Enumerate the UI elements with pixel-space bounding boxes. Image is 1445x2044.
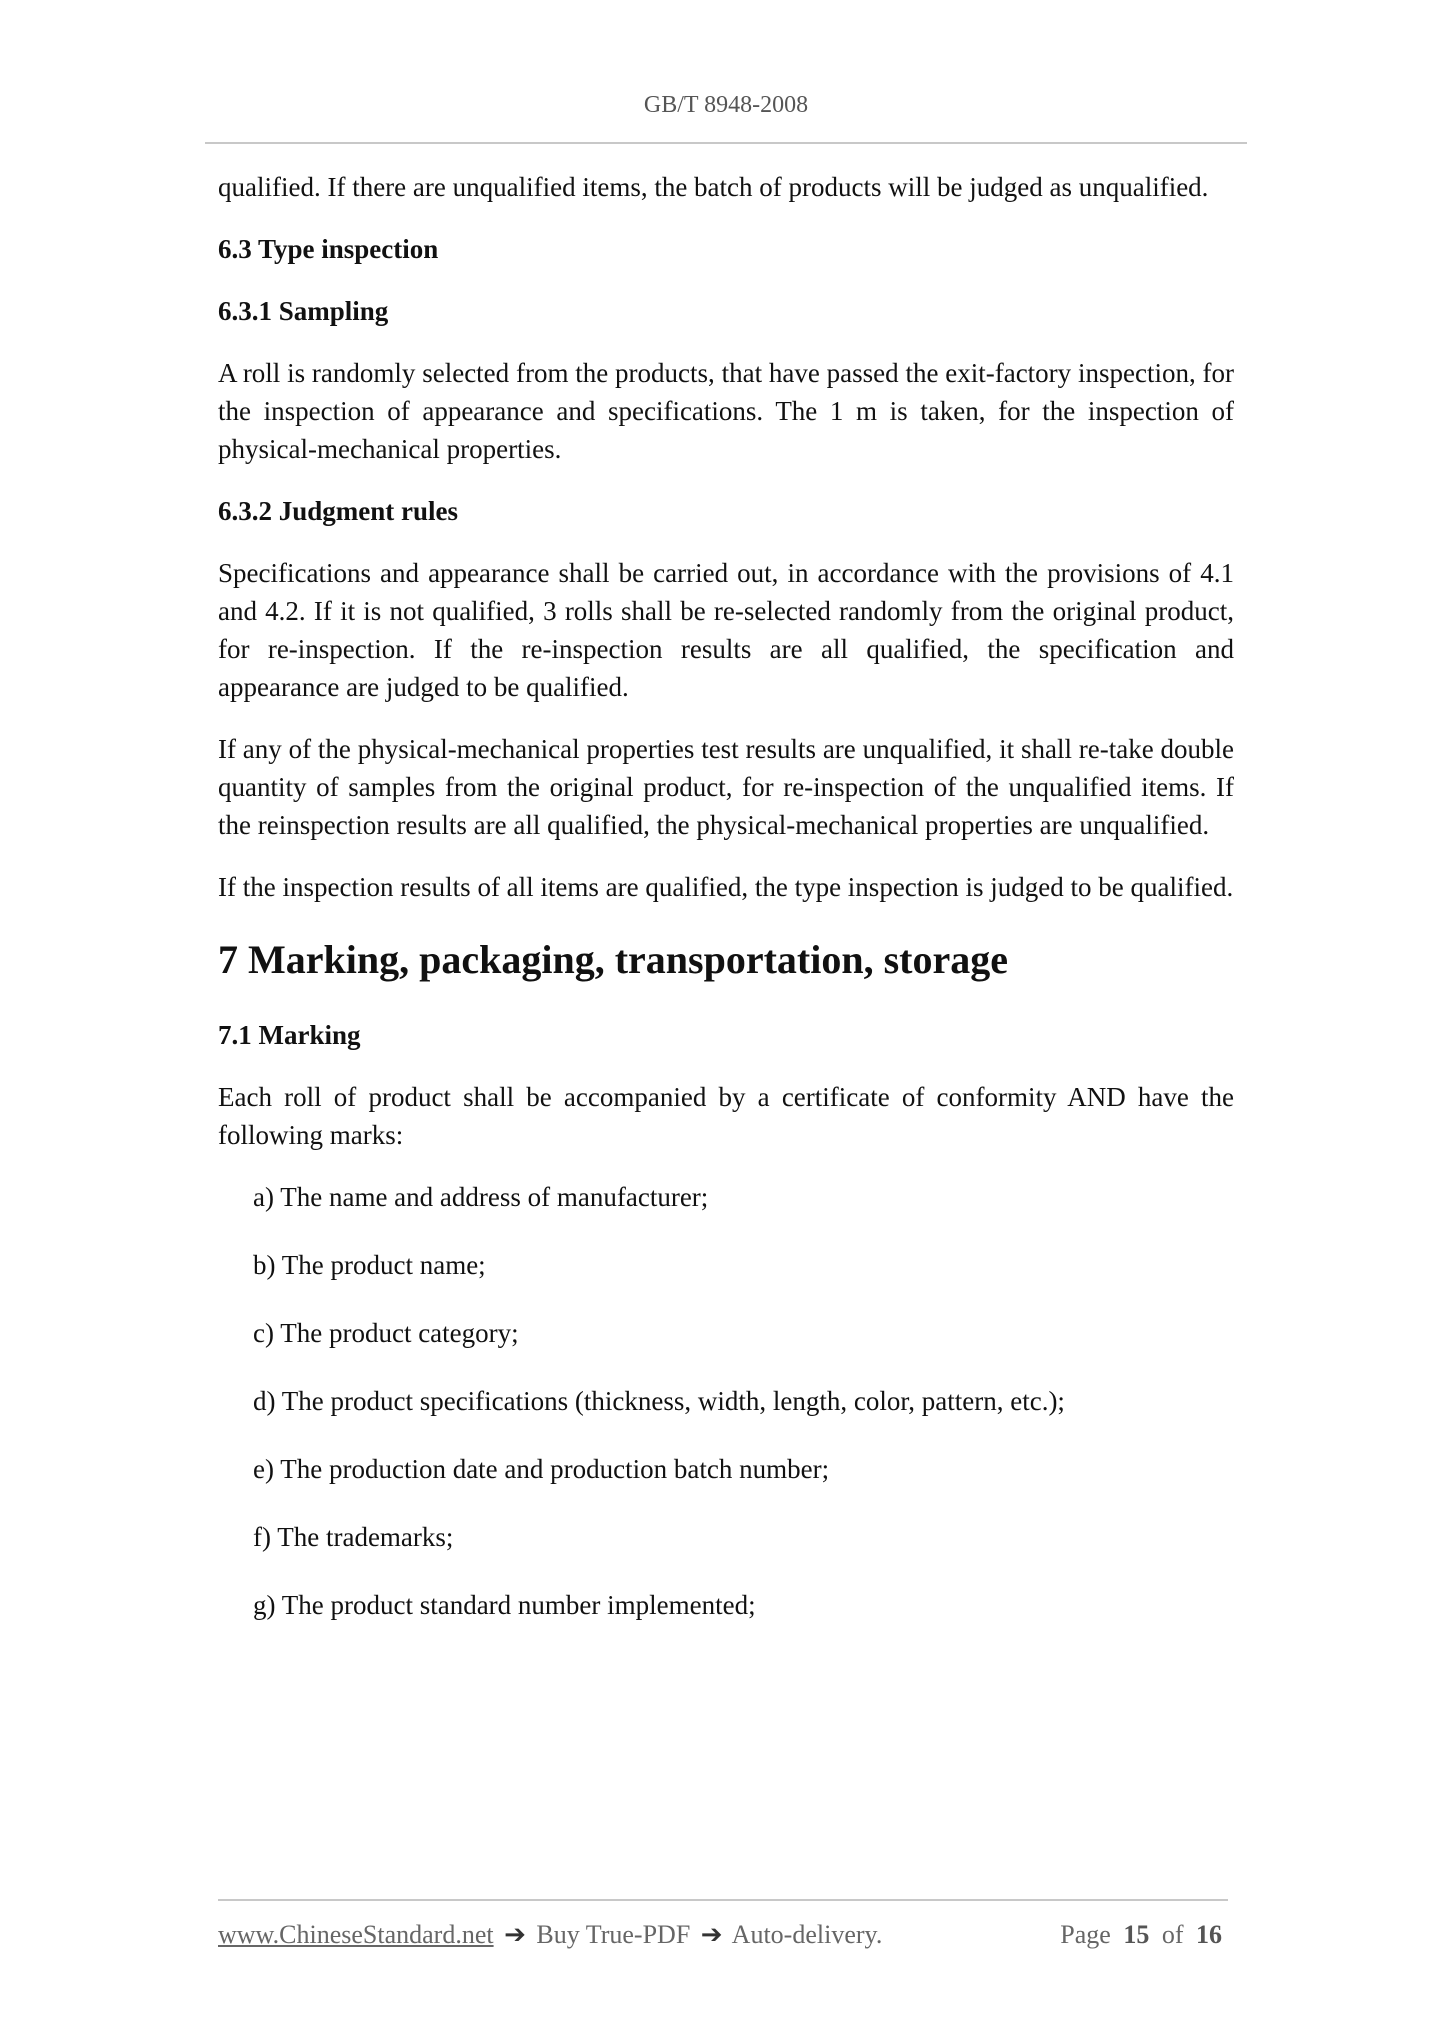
heading-6-3-2: 6.3.2 Judgment rules bbox=[218, 496, 459, 526]
judgment-paragraph-3: If the inspection results of all items are qualified, the type inspection is judged to be qualified. bbox=[218, 872, 1234, 902]
list-item: a) The name and address of manufacturer; bbox=[253, 1182, 709, 1212]
list-item: b) The product name; bbox=[253, 1250, 486, 1280]
header-divider bbox=[205, 142, 1247, 144]
document-code: GB/T 8948-2008 bbox=[643, 92, 809, 118]
list-item: d) The product specifications (thickness, width, length, color, pattern, etc.); bbox=[253, 1386, 1065, 1416]
footer-divider bbox=[218, 1899, 1228, 1901]
current-page-number: 15 bbox=[1123, 1920, 1150, 1949]
buy-text: Buy True-PDF bbox=[536, 1920, 691, 1949]
judgment-paragraph-1: Specifications and appearance shall be carried out, in accordance with the provisions of 4.1 and 4.2. If it is not qualified, 3 rolls shall be re-selected randomly from the original product, for re-inspection. If the re-inspection results are all qualified, the specification and appearance are judged to be qualified. bbox=[218, 558, 1234, 702]
judgment-paragraph-2: If any of the physical-mechanical properties test results are unqualified, it shall re-take double quantity of samples from the original product, for re-inspection of the unqualified items. If the reinspection results are all qualified, the physical-mechanical properties are unqualified. bbox=[218, 734, 1234, 840]
heading-6-3: 6.3 Type inspection bbox=[218, 234, 439, 264]
of-label: of bbox=[1161, 1920, 1184, 1949]
arrow-right-icon: ➔ bbox=[504, 1920, 526, 1949]
heading-7: 7 Marking, packaging, transportation, storage bbox=[218, 937, 1008, 982]
heading-6-3-1: 6.3.1 Sampling bbox=[218, 296, 389, 326]
document-body bbox=[218, 168, 1234, 1654]
site-link[interactable]: www.ChineseStandard.net bbox=[218, 1920, 494, 1949]
page-indicator bbox=[1060, 1920, 1228, 1950]
list-item: c) The product category; bbox=[253, 1318, 519, 1348]
total-pages-number: 16 bbox=[1196, 1920, 1222, 1949]
heading-7-1: 7.1 Marking bbox=[218, 1020, 361, 1050]
arrow-right-icon: ➔ bbox=[700, 1920, 723, 1949]
delivery-text: Auto-delivery. bbox=[731, 1920, 883, 1949]
list-item: e) The production date and production batch number; bbox=[253, 1454, 830, 1484]
list-item: g) The product standard number implemented; bbox=[253, 1590, 756, 1620]
page-footer bbox=[218, 1920, 1228, 1950]
marking-list bbox=[218, 1178, 1234, 1624]
page-label: Page bbox=[1060, 1920, 1111, 1949]
sampling-paragraph: A roll is randomly selected from the products, that have passed the exit-factory inspection, for the inspection of appearance and specifications. The 1 m is taken, for the inspection of physical-mechanical properties. bbox=[218, 358, 1234, 464]
list-item: f) The trademarks; bbox=[253, 1522, 454, 1552]
footer-links bbox=[218, 1920, 882, 1950]
marking-paragraph: Each roll of product shall be accompanied by a certificate of conformity AND have the following marks: bbox=[218, 1082, 1234, 1150]
page-header bbox=[205, 92, 1247, 119]
continuation-paragraph: qualified. If there are unqualified items, the batch of products will be judged as unqualified. bbox=[218, 172, 1209, 202]
